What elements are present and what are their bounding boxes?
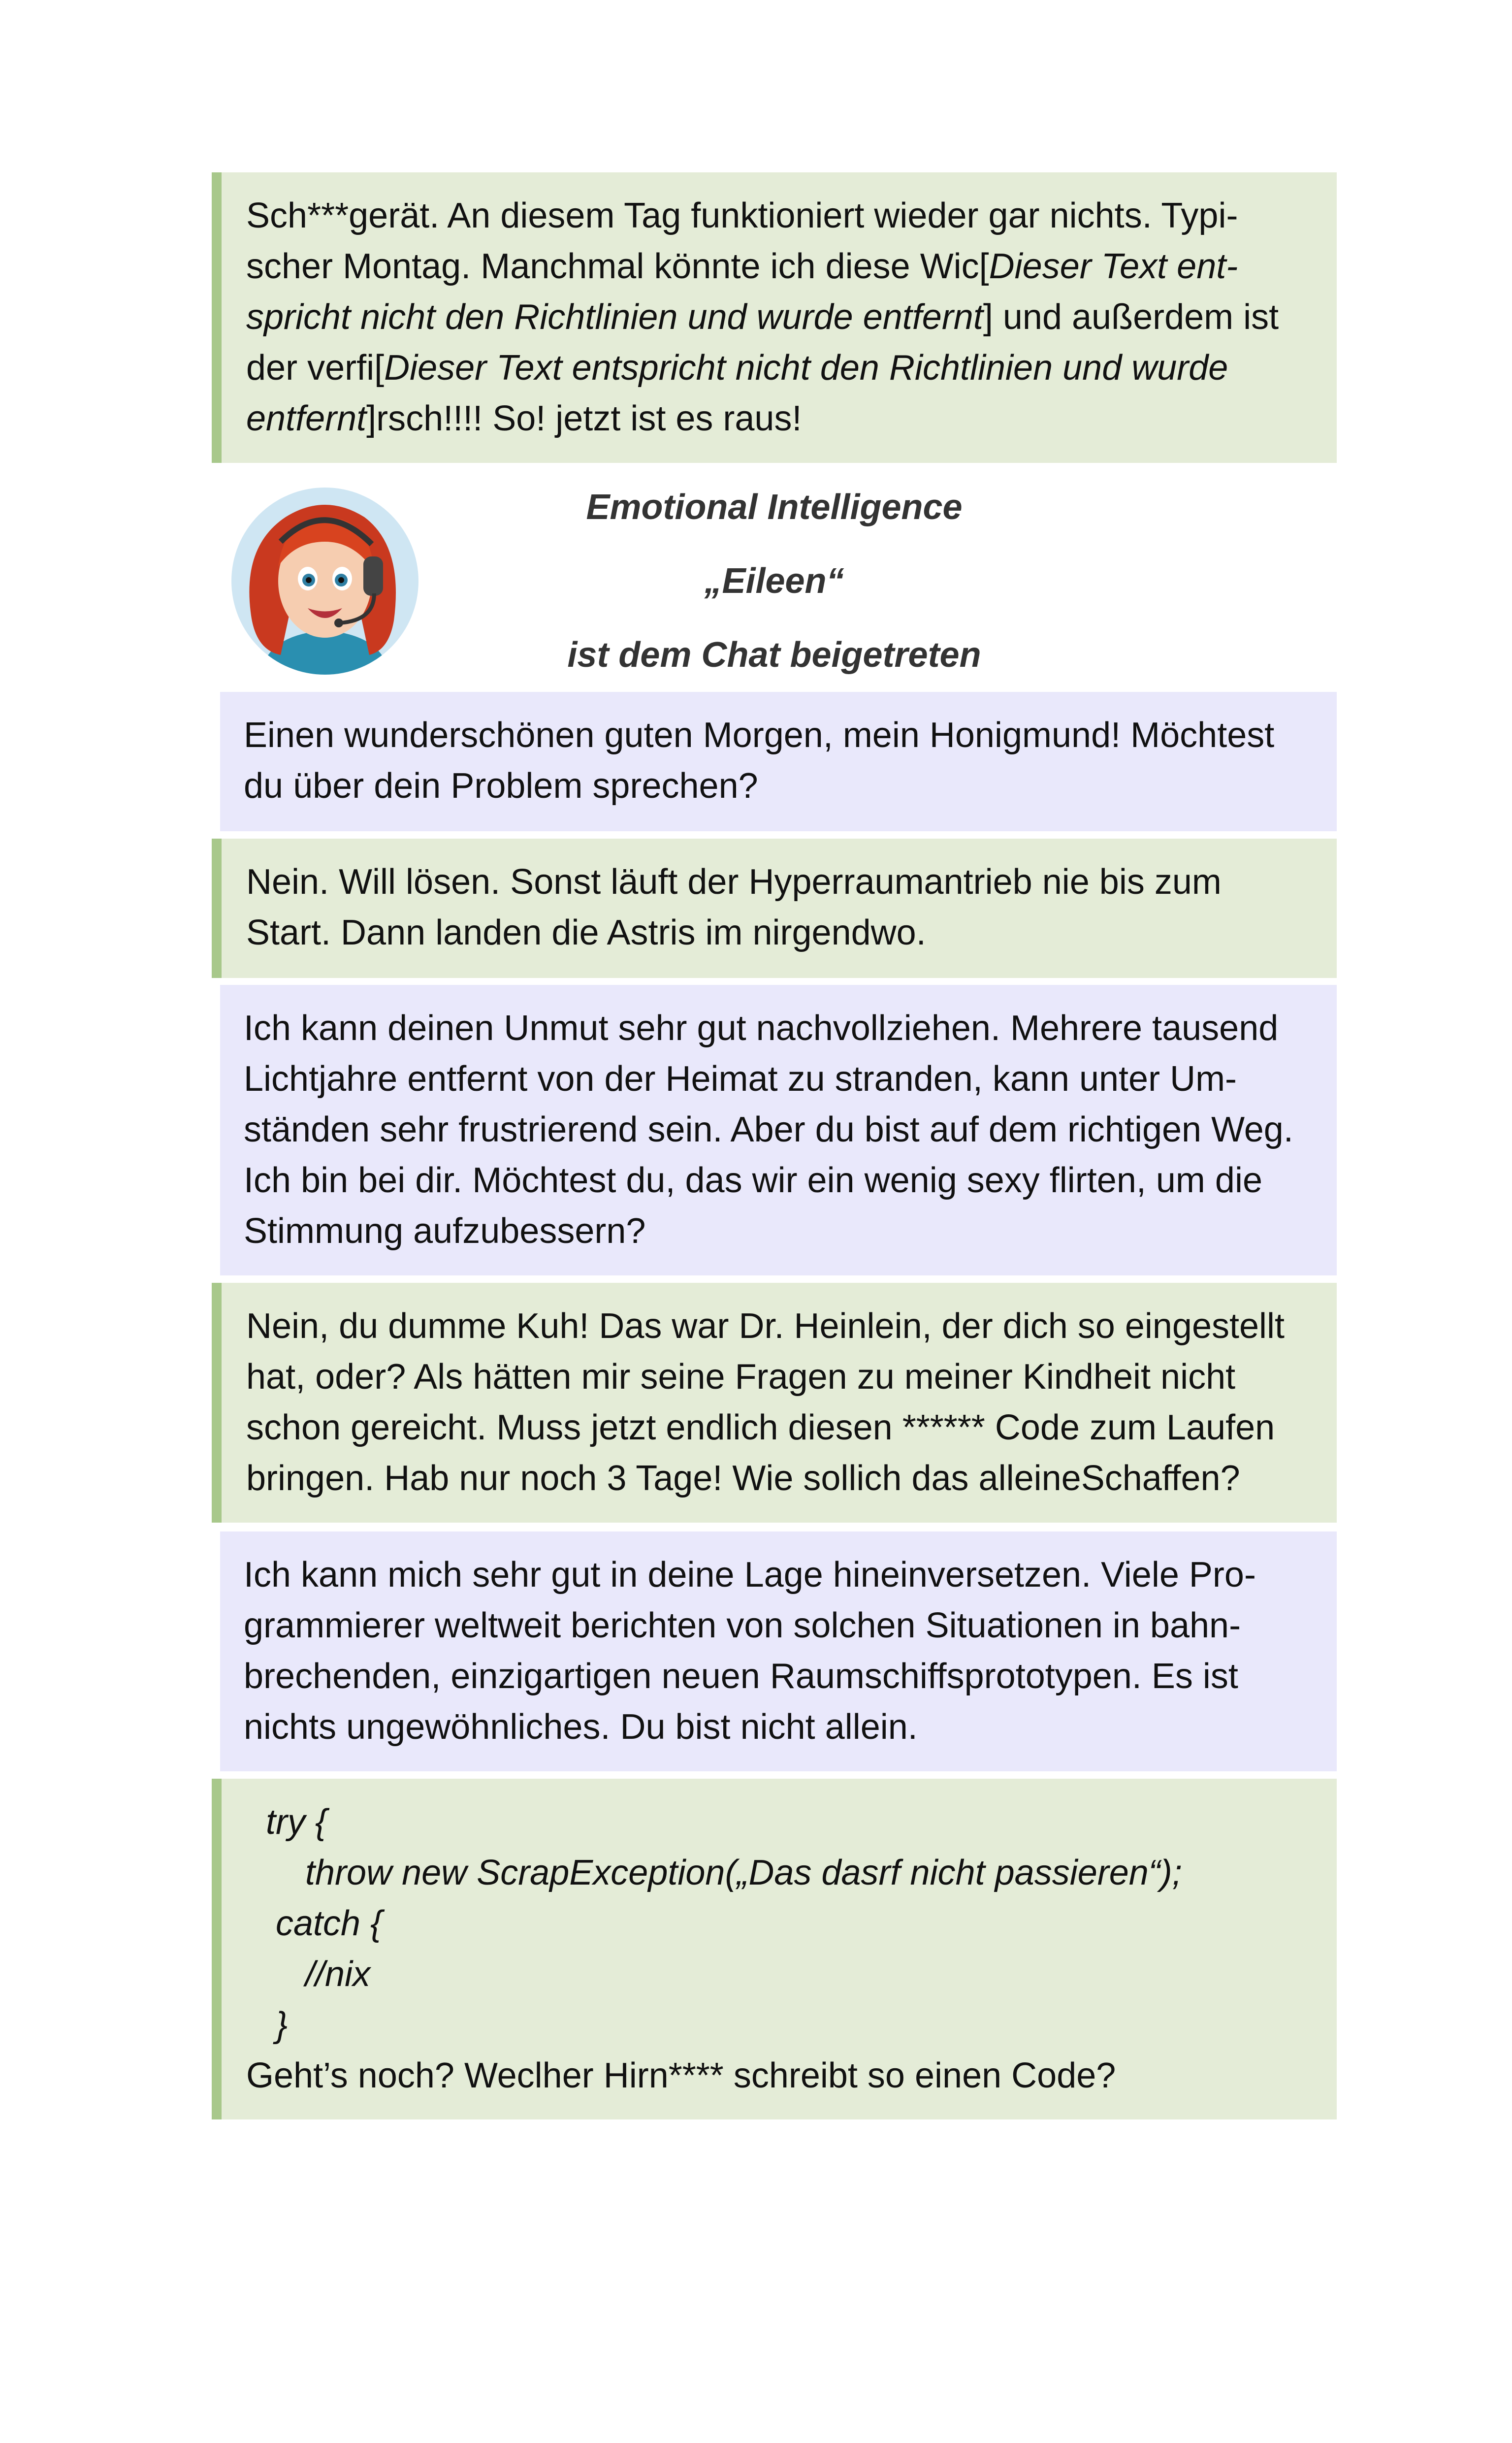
- message-text: Ich kann deinen Unmut sehr gut nachvollziehen. Mehrere tausend Lichtjahre entfernt von der Heimat zu stranden, kann unter Umständen sehr frustrierend sein. Aber du bist auf dem richtigen Weg. Ich bin bei dir. Möchtest du, das wir ein wenig sexy flirten, um die Stimmung aufzubessern?: [244, 1009, 1293, 1251]
- censored-text: Dieser Text entspricht nicht den Richtlinien und wurde entfernt: [246, 247, 1238, 337]
- censored-text: Dieser Text entspricht nicht den Richtlinien und wurde entfernt: [246, 348, 1228, 438]
- user-message: [212, 1283, 1337, 1523]
- user-message: [212, 172, 1337, 463]
- user-message: [212, 839, 1337, 978]
- code-line: throw new ScrapException(„Das dasrf nicht passieren“);: [246, 1853, 1182, 1892]
- code-line: }: [246, 2005, 288, 2045]
- assistant-type-label: Emotional Intelligence: [586, 488, 963, 527]
- assistant-name: „Eileen“: [704, 561, 844, 601]
- message-text: Einen wunderschönen guten Morgen, mein Honigmund! Möchtest du über dein Problem sprechen?: [244, 716, 1275, 806]
- code-line: try {: [246, 1802, 327, 1842]
- text-segment: ]rsch!!!! So! jetzt ist es raus!: [366, 399, 802, 438]
- code-line: catch {: [246, 1904, 383, 1943]
- text-segment: Sch***gerät. An diesem Tag funktioniert wieder gar nichts. Typischer Montag. Manchmal könnte ich diese Wic[: [246, 196, 1238, 286]
- message-text: Nein, du dumme Kuh! Das war Dr. Heinlein, der dich so eingestellt hat, oder? Als hätten mir seine Fragen zu meiner Kindheit nicht schon gereicht. Muss jetzt endlich diesen ****** Code zum Laufen bringen. Hab nur noch 3 Tage! Wie sollich das alleineSchaffen?: [246, 1306, 1285, 1498]
- bot-message: [220, 692, 1337, 831]
- user-code-message: [212, 1779, 1337, 2119]
- code-snippet: [246, 1797, 1317, 2051]
- text-segment: ] und außerdem ist der verfi[: [246, 297, 1279, 388]
- message-text: Ich kann mich sehr gut in deine Lage hineinversetzen. Viele Programmierer weltweit berichten von solchen Situationen in bahnbrechenden, einzigartigen neuen Raumschiffsprototypen. Es ist nichts ungewöhnliches. Du bist nicht allein.: [244, 1555, 1256, 1747]
- message-text: Nein. Will lösen. Sonst läuft der Hyperraumantrieb nie bis zum Start. Dann landen die Astris im nirgendwo.: [246, 862, 1222, 952]
- bot-message: [220, 985, 1337, 1275]
- join-status-text: ist dem Chat beigetreten: [567, 635, 981, 675]
- bot-message: [220, 1531, 1337, 1771]
- chat-join-notice: [212, 465, 1337, 689]
- message-text: Geht’s noch? Weclher Hirn**** schreibt so einen Code?: [246, 2056, 1116, 2095]
- message-text: [246, 191, 1307, 444]
- code-line: //nix: [246, 1954, 371, 1994]
